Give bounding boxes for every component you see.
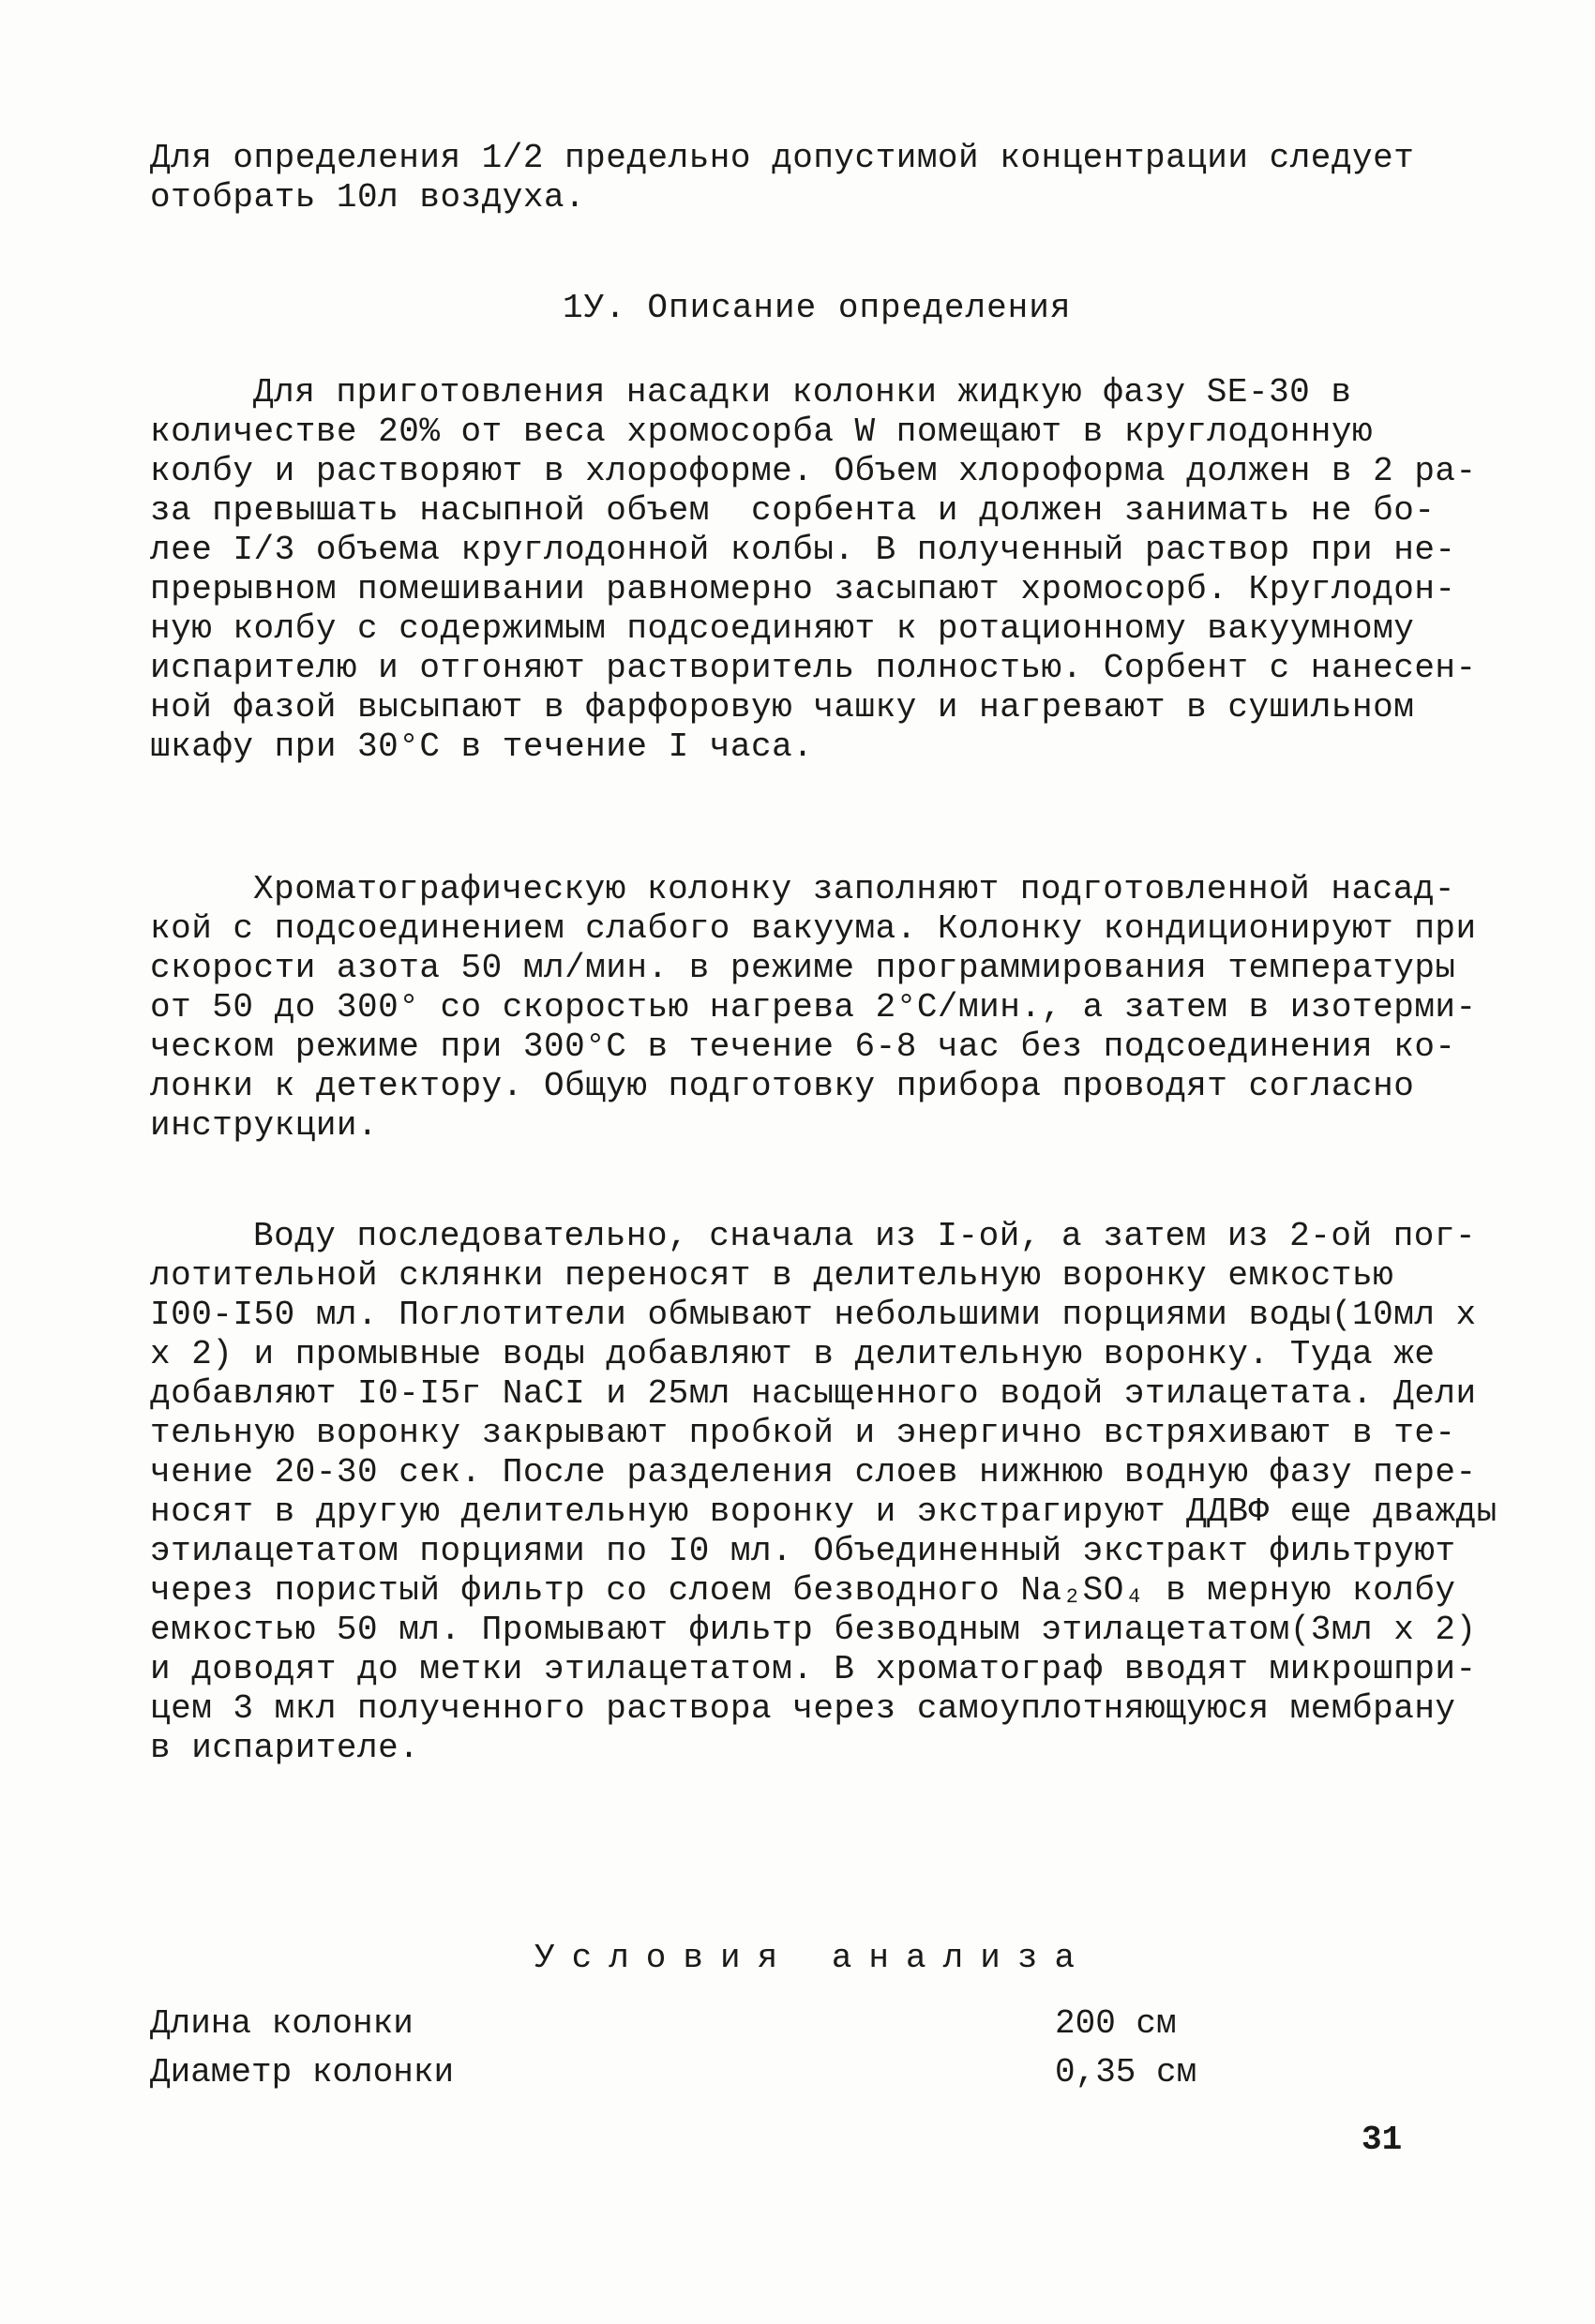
paragraph-3: [150, 1217, 1497, 1768]
text-line: ную колбу с содержимым подсоединяют к ротационному вакуумному: [150, 609, 1415, 648]
text-line: от 50 до 300° со скоростью нагрева 2°С/мин., а затем в изотерми-: [150, 988, 1477, 1027]
text-line: носят в другую делительную воронку и экстрагируют ДДВФ еще дважды: [150, 1492, 1497, 1531]
text-line: этилацетатом порциями по I0 мл. Объединенный экстракт фильтруют: [150, 1532, 1456, 1570]
text-line: тельную воронку закрывают пробкой и энергично встряхивают в те-: [150, 1414, 1456, 1452]
text-line: лотительной склянки переносят в делительную воронку емкостью: [150, 1256, 1394, 1295]
text-line: скорости азота 50 мл/мин. в режиме программирования температуры: [150, 949, 1456, 987]
condition-label: Диаметр колонки: [150, 2053, 455, 2092]
text-line: в испарителе.: [150, 1729, 420, 1767]
text-line: I00-I50 мл. Поглотители обмывают небольшими порциями воды(10мл х: [150, 1296, 1477, 1334]
paragraph-2: [150, 870, 1477, 1146]
text-line: отобрать 10л воздуха.: [150, 178, 586, 217]
text-line: х 2) и промывные воды добавляют в делительную воронку. Туда же: [150, 1335, 1436, 1373]
section-heading: 1У. Описание определения: [563, 289, 1072, 327]
text-line: Для определения 1/2 предельно допустимой концентрации следует: [150, 139, 1415, 177]
text-line: и доводят до метки этилацетатом. В хроматограф вводят микрошпри-: [150, 1650, 1477, 1688]
text-line: шкафу при 30°С в течение I часа.: [150, 727, 814, 766]
condition-label: Длина колонки: [150, 2004, 414, 2043]
text-line: колбу и растворяют в хлороформе. Объем хлороформа должен в 2 ра-: [150, 452, 1477, 490]
text-line: Для приготовления насадки колонки жидкую фазу SE-30 в: [253, 373, 1352, 412]
text-line: Воду последовательно, сначала из I-ой, а затем из 2-ой пог-: [253, 1217, 1477, 1255]
condition-value: 200 см: [1055, 2004, 1177, 2043]
condition-row: [150, 2004, 1200, 2046]
text-line: за превышать насыпной объем сорбента и должен занимать не бо-: [150, 491, 1436, 530]
text-line: кой с подсоединением слабого вакуума. Колонку кондиционируют при: [150, 909, 1477, 948]
conditions-heading: Условия анализа: [534, 1939, 1092, 1977]
text-line: через пористый фильтр со слоем безводного Na₂SO₄ в мерную колбу: [150, 1571, 1456, 1610]
text-line: Хроматографическую колонку заполняют подготовленной насад-: [253, 870, 1456, 908]
condition-row: [150, 2053, 1200, 2094]
condition-value: 0,35 см: [1055, 2053, 1197, 2092]
text-line: емкостью 50 мл. Промывают фильтр безводным этилацетатом(3мл х 2): [150, 1611, 1477, 1649]
text-line: цем 3 мкл полученного раствора через самоуплотняющуюся мембрану: [150, 1689, 1456, 1728]
text-line: ческом режиме при 300°С в течение 6-8 час без подсоединения ко-: [150, 1027, 1456, 1066]
text-line: прерывном помешивании равномерно засыпают хромосорб. Круглодон-: [150, 570, 1456, 608]
text-line: лонки к детектору. Общую подготовку прибора проводят согласно: [150, 1067, 1415, 1105]
text-line: чение 20-30 сек. После разделения слоев нижнюю водную фазу пере-: [150, 1453, 1477, 1492]
text-line: лее I/3 объема круглодонной колбы. В полученный раствор при не-: [150, 531, 1456, 569]
page-number: 31: [1362, 2121, 1403, 2159]
text-line: ной фазой высыпают в фарфоровую чашку и нагревают в сушильном: [150, 688, 1415, 727]
intro-paragraph: [150, 139, 1463, 217]
text-line: количестве 20% от веса хромосорба W помещают в круглодонную: [150, 412, 1374, 451]
paragraph-1: [150, 373, 1477, 767]
text-line: добавляют I0-I5г NaCI и 25мл насыщенного водой этилацетата. Дели: [150, 1374, 1477, 1413]
text-line: испарителю и отгоняют растворитель полностью. Сорбент с нанесен-: [150, 649, 1477, 687]
text-line: инструкции.: [150, 1106, 379, 1145]
